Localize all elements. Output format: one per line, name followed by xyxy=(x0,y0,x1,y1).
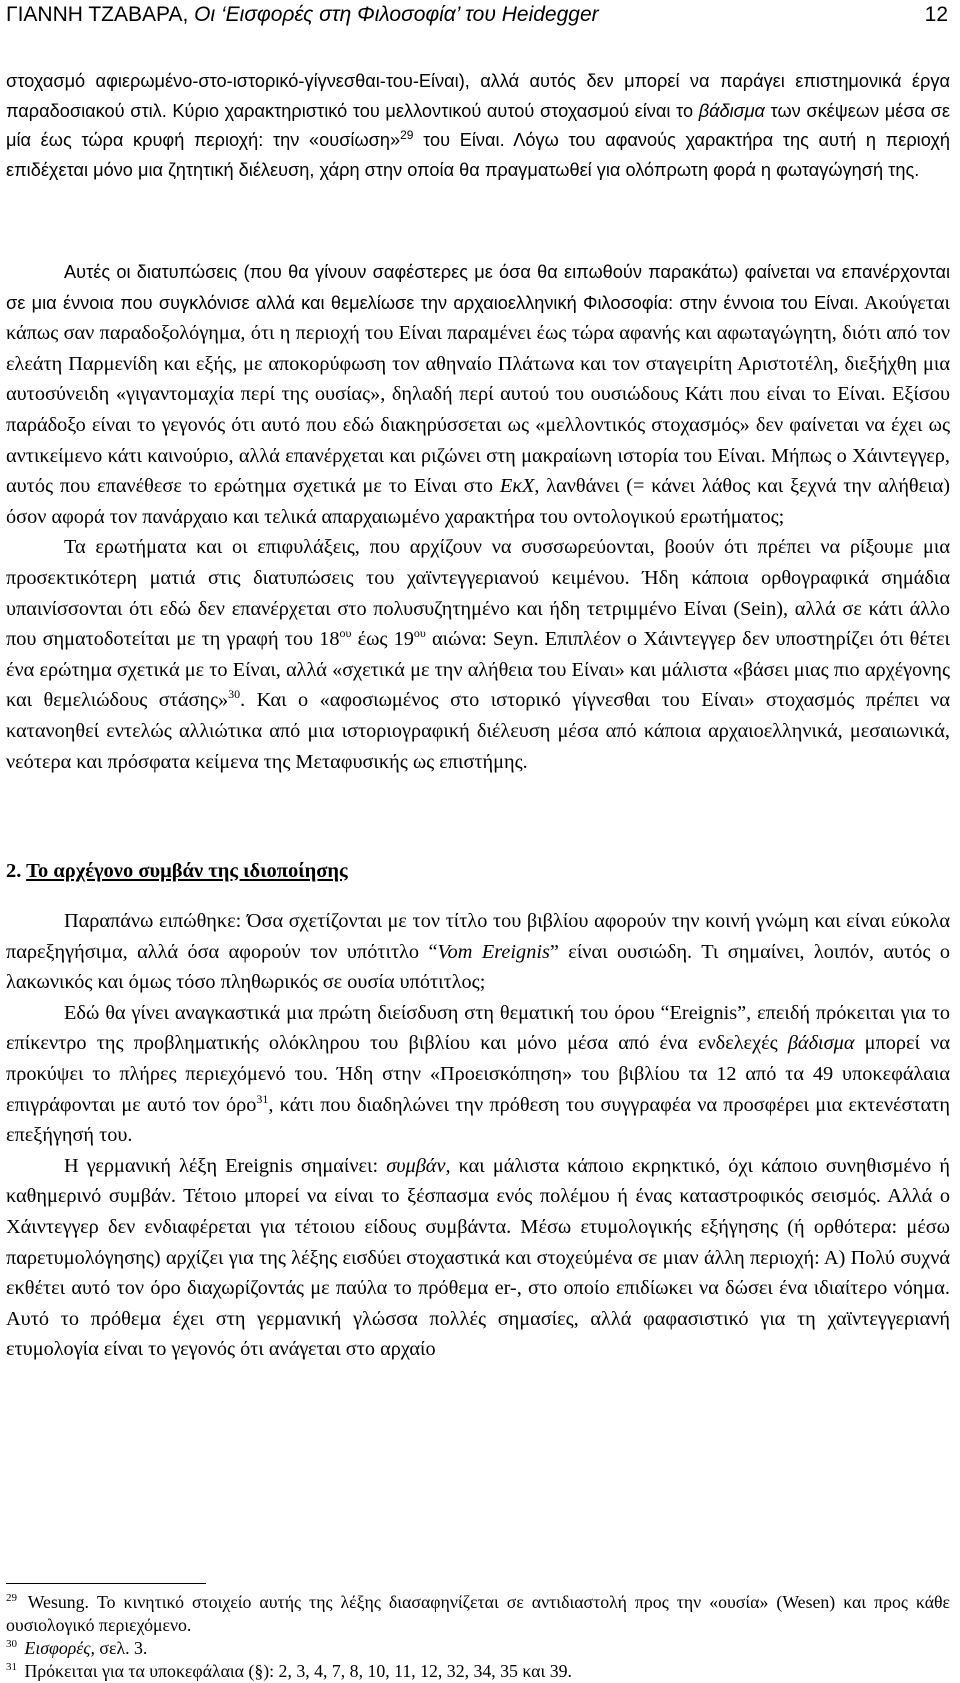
text-run: . Και ο «αφοσιωμένος στο ιστορικό γίγνεσθαι του Είναι» στοχασμός πρέπει να κατανοηθεί εντελώς αλλιώτικα από μια ιστοριογραφική διέλευση μέσα από κάποια αρχαιοελληνικά, μεσαιωνικά, νεότερα και πρόσφατα κείμενα της Μεταφυσικής ως επιστήμης. xyxy=(6,689,951,773)
emphasis: βάδισμα xyxy=(787,1032,855,1055)
text-run: έως 19 xyxy=(351,628,414,651)
footnote-divider xyxy=(6,1583,206,1584)
footnote-text: Πρόκειται για τα υποκεφάλαια (§): 2, 3, 4, 7, 8, 10, 11, 12, 32, 34, 35 και 39. xyxy=(24,1661,572,1681)
text-run: στοχασμό αφιερωμένο-στο-ιστορικό-γίγνεσθαι-του-Είναι), αλλά αυτός δεν μπορεί να παράγει επιστημονικά έργα παραδοσιακού στιλ. Κύριο χαρακτηριστικό του μελλοντικού αυτού στοχασμού είναι το xyxy=(6,71,950,121)
emphasis: συμβάν, xyxy=(386,1154,451,1177)
footnote-text: σελ. 3. xyxy=(94,1638,148,1658)
text-run: και μάλιστα κάποιο εκρηκτικό, όχι κάποιο συνηθισμένο ή καθημερινό συμβάν. Τέτοιο μπορεί να είναι το ξέσπασμα ενός πολέμου ή ένας καταστροφικός σεισμός. Αλλά ο Χάιντεγγερ δεν ενδιαφέρεται για τέτοιου είδους συμβάντα. Μέσω ετυμολογικής εξήγησης (ή ορθότερα: μέσω παρετυμολόγησης) αρχίζει για της λέξης εισδύει στοχαστικά και στοχεύμένα σε μιαν άλλη περιοχή: Α) Πολύ συχνά εκθέτει αυτό τον όρο διαχωρίζοντάς με παύλα το πρόθεμα er-, στο οποίο επιδίωκει να δώσει ένα ιδιαίτερο νόημα. Αυτό το πρόθεμα έχει στη γερμανική γλώσσα πολλές σημασίες, αλλά φαφασιστικό για τη χαϊντεγγεριανή ετυμολογία είναι το γεγονός ότι ανάγεται στο αρχαίο xyxy=(6,1154,950,1361)
emphasis: βάδισμα xyxy=(698,100,765,121)
ordinal-suffix: ου xyxy=(339,626,352,641)
footnote-text: Wesung. Το κινητικό στοιχείο αυτής της λέξης διασαφηνίζεται σε αντιδιαστολή προς την «ουσία» (Wesen) και προς κάθε ουσιολογικό περιεχόμενο. xyxy=(6,1592,950,1635)
section-number: 2. xyxy=(6,860,27,882)
text-run: ” είναι ουσιώδη. Τι σημαίνει, λοιπόν, αυτός ο λακωνικός και όμως τόσο πληθωρικός σε ουσία υπότιτλος; xyxy=(6,940,950,994)
footnote-29: $^{29}$ Wesung. Το κινητικό στοιχείο αυτής της λέξης διασαφηνίζεται σε αντιδιαστολή προς την «ουσία» (Wesen) και προς κάθε ουσιολογικό περιεχόμενο. xyxy=(6,1592,950,1635)
body-text xyxy=(6,257,950,777)
footnote-ref-30[interactable]: 30 xyxy=(228,687,241,702)
text-run: Τα ερωτήματα και οι επιφυλάξεις, που αρχίζουν να συσσωρεύονται, βοούν ότι πρέπει να ρίξουμε μια προσεκτικότερη ματιά στις διατυπώσεις του χαϊντεγγεριανού κειμένου. Ήδη κάποια ορθογραφικά σημάδια υπαινίσσονται ότι εδώ δεν επανέρχεται στο πολυσυζητημένο και ήδη τετριμμένο Είναι (Sein), αλλά σε κάτι άλλο που σηματοδοτείται με τη γραφή του 18 xyxy=(6,536,950,651)
text-run: Η γερμανική λέξη Ereignis σημαίνει: xyxy=(64,1154,387,1177)
paragraph-3 xyxy=(6,532,950,777)
running-head-title: Οι ‘Εισφορές στη Φιλοσοφία’ του Heidegger xyxy=(194,3,599,26)
footnote-ref-31[interactable]: 31 xyxy=(256,1091,269,1106)
section-body xyxy=(6,906,950,1365)
text-run: Παραπάνω ειπώθηκε: Όσα σχετίζονται με τον τίτλο του βιβλίου αφορούν την κοινή γνώμη και είναι εύκολα παρεξηγήσιμα, αλλά όσα αφορούν τον υπότιτλο “ xyxy=(6,910,950,963)
text-run: αιώνα: Seyn. Επιπλέον ο Χάιντεγγερ δεν υποστηρίζει ότι θέτει ένα ερώτημα σχετικά με το Είναι, αλλά «σχετικά με την αλήθεια του Είναι» και μάλιστα «βάσει μιας πιο αρχέγονης και θεμελιώδους στάσης» xyxy=(6,628,950,712)
paragraph-5 xyxy=(6,998,950,1151)
text-run: , λανθάνει (= κάνει λάθος και ξεχνά την αλήθεια) όσον αφορά τον πανάρχαιο και τελικά απαρχαιωμένο χαρακτήρα του οντολογικού ερωτήματος; xyxy=(6,475,950,528)
footnote-ref-29[interactable]: 29 xyxy=(400,127,414,142)
footnotes xyxy=(6,1591,950,1683)
text-run: , κάτι που διαδηλώνει την πρόθεση του συγγραφέα να προσφέρει μια εκτενέστατη επεξήγησή του. xyxy=(6,1093,950,1147)
section-heading xyxy=(6,856,348,886)
paragraph-6 xyxy=(6,1151,950,1365)
text-run: των σκέψεων μέσα σε μία έως τώρα κρυφή περιοχή: την «ουσίωση» xyxy=(6,100,950,150)
ordinal-suffix: ου xyxy=(413,626,426,641)
running-head xyxy=(6,0,599,30)
text-run: Αυτές οι διατυπώσεις (που θα γίνουν σαφέστερες με όσα θα ειπωθούν παρακάτω) φαίνεται να επανέρχονται σε μια έννοια που συγκλόνισε αλλά και θεμελίωσε την αρχαιοελληνική Φιλοσοφία: στην έννοια του Είναι. xyxy=(6,262,950,313)
text-run: μπορεί να προκύψει το πλήρες περιεχόμενό του. Ήδη στην «Προεισκόπηση» του βιβλίου τα 12 από τα 49 υποκεφάλαια επιγράφονται με αυτό τον όρο xyxy=(6,1032,950,1116)
paragraph-4 xyxy=(6,906,950,998)
emphasis: Vom Ereignis xyxy=(437,940,550,963)
page-number: 12 xyxy=(924,3,948,26)
paragraph-2 xyxy=(6,257,950,532)
footnote-emphasis: Εισφορές, xyxy=(24,1638,95,1658)
opening-paragraph xyxy=(6,67,950,185)
footnote-30: $^{30}$ Εισφορές, σελ. 3. xyxy=(6,1638,148,1658)
running-head-author: ΓΙΑΝΝΗ ΤΖΑΒΑΡΑ, xyxy=(6,3,195,26)
paragraph-1 xyxy=(6,67,950,185)
text-run: Εδώ θα γίνει αναγκαστικά μια πρώτη διείσδυση στη θεματική του όρου “Ereignis”, επειδή πρόκειται για το επίκεντρο της προβληματικής ολόκληρου του βιβλίου και μόνο μέσα από ένα ενδελεχές xyxy=(6,1001,950,1055)
text-run: Ακούγεται κάπως σαν παραδοξολόγημα, ότι η περιοχή του Είναι παραμένει έως τώρα αφανής και αφωταγώγητη, διότι από τον ελεάτη Παρμενίδη και εξής, με αποκορύφωση τον αθηναίο Πλάτωνα και τον σταγειρίτη Αριστοτέλη, διεξήχθη μια αυτοσύνειδη «γιγαντομαχία περί της ουσίας», δηλαδή περί αυτού του ουσιώδους Κάτι που είναι το Είναι. Εξίσου παράδοξο είναι το γεγονός ότι αυτό που εδώ διακηρύσσεται ως «μελλοντικός στοχασμός» δεν φαίνεται να έχει ως αντικείμενο κάτι καινούριο, αλλά επανέρχεται και ριζώνει στη μακραίωνη ιστορία του Είναι. Μήπως ο Χάιντεγγερ, αυτός που επανέθεσε το ερώτημα σχετικά με το Είναι στο xyxy=(6,291,950,498)
running-header xyxy=(6,0,948,32)
section-title: Το αρχέγονο συμβάν της ιδιοποίησης xyxy=(26,860,348,882)
text-run: του Είναι. Λόγω του αφανούς χαρακτήρα της αυτή η περιοχή επιδέχεται μόνο μια ζητητική διέλευση, χάρη στην οποία θα πραγματωθεί για ολόπρωτη φορά η φωταγώγησή της. xyxy=(6,130,950,180)
emphasis: ΕκΧ xyxy=(499,475,535,498)
footnote-31: $^{31}$ Πρόκειται για τα υποκεφάλαια (§): 2, 3, 4, 7, 8, 10, 11, 12, 32, 34, 35 και 39. xyxy=(6,1661,572,1681)
